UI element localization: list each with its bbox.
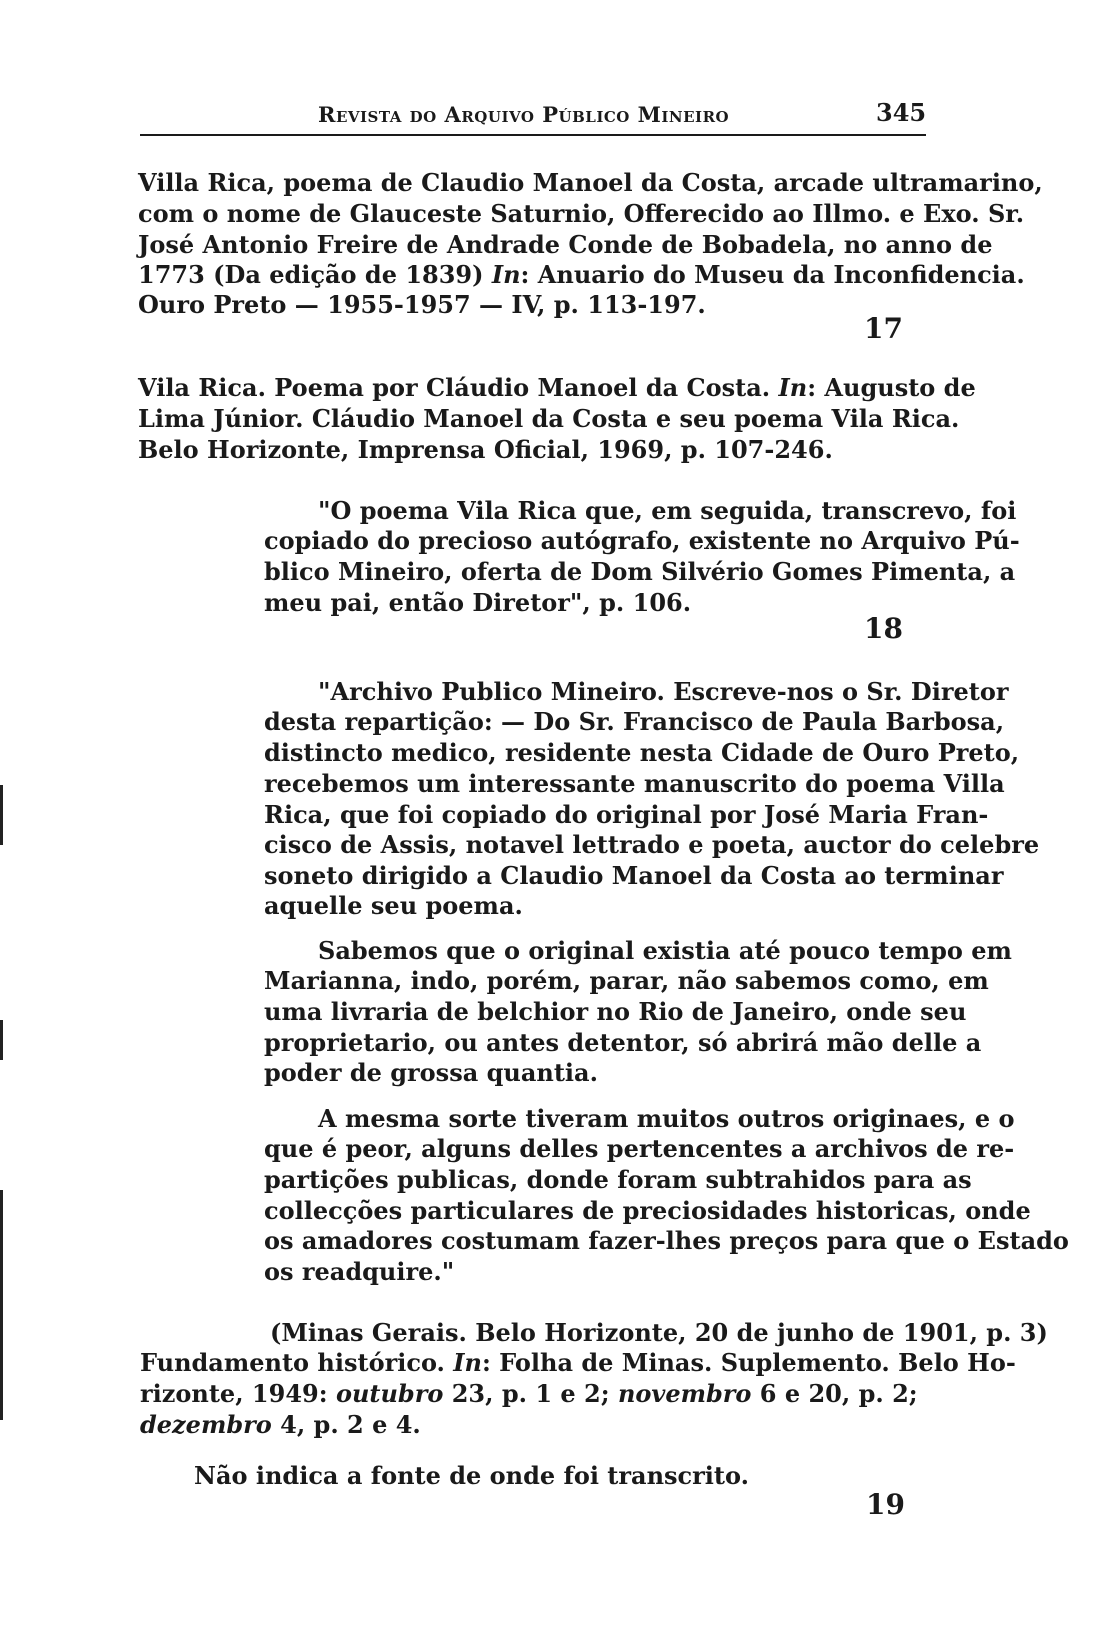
entry-19-quote-line: distincto medico, residente nesta Cidade de Ouro Preto, [264,738,1020,767]
entry-17-line: com o nome de Glauceste Saturnio, Offerecido ao Illmo. e Exo. Sr. [138,199,1025,228]
entry-19-quote-line: poder de grossa quantia. [264,1058,598,1087]
entry-18-quote-line: "O poema Vila Rica que, em seguida, transcrevo, foi [318,496,1017,525]
entry-19-line: Fundamento histórico. In: Folha de Minas. Suplemento. Belo Ho- [140,1348,1016,1377]
entry-19-quote-line: Marianna, indo, porém, parar, não sabemos como, em [264,966,989,995]
entry-19-quote-line: collecções particulares de preciosidades historicas, onde [264,1196,1031,1225]
entry-19-quote-line: Sabemos que o original existia até pouco tempo em [318,936,1012,965]
entry-18-line: Vila Rica. Poema por Cláudio Manoel da Costa. In: Augusto de [138,373,976,402]
in-label: In [453,1348,482,1377]
entry-19-line: dezembro 4, p. 2 e 4. [140,1410,421,1439]
scan-edge-mark [0,1190,3,1420]
note-number-18: 18 [864,612,903,645]
entry-19-quote-line: partições publicas, donde foram subtrahidos para as [264,1165,972,1194]
header-rule [140,134,926,136]
in-label: In [778,373,808,402]
entry-18-quote-line: blico Mineiro, oferta de Dom Silvério Gomes Pimenta, a [264,557,1016,586]
entry-19-quote-line: uma livraria de belchior no Rio de Janeiro, onde seu [264,997,967,1026]
entry-19-quote-line: proprietario, ou antes detentor, só abrirá mão delle a [264,1028,982,1057]
entry-17-line: José Antonio Freire de Andrade Conde de Bobadela, no anno de [138,230,993,259]
entry-19-quote-line: A mesma sorte tiveram muitos outros originaes, e o [318,1104,1015,1133]
entry-17-line: Ouro Preto — 1955-1957 — IV, p. 113-197. [138,290,706,319]
entry-18-quote-line: meu pai, então Diretor", p. 106. [264,588,692,617]
entry-19-source: (Minas Gerais. Belo Horizonte, 20 de junho de 1901, p. 3) [270,1318,1048,1347]
page-number: 345 [876,98,927,127]
entry-19-quote-line: os readquire." [264,1257,455,1286]
entry-17-segment: : Anuario do Museu da Inconfidencia. [520,260,1025,289]
entry-18-quote-line: copiado do precioso autógrafo, existente no Arquivo Pú- [264,526,1020,555]
entry-19-quote-line: que é peor, alguns delles pertencentes a archivos de re- [264,1134,1015,1163]
entry-19-quote-line: aquelle seu poema. [264,891,523,920]
entry-19-note: Não indica a fonte de onde foi transcrito. [194,1461,749,1490]
entry-17-line: Villa Rica, poema de Claudio Manoel da Costa, arcade ultramarino, [138,168,1043,197]
running-header-title: Revista do Arquivo Público Mineiro [318,102,730,127]
entry-18-line: Belo Horizonte, Imprensa Oficial, 1969, p. 107-246. [138,435,833,464]
scan-edge-mark [0,785,3,845]
entry-19-quote-line: desta repartição: — Do Sr. Francisco de Paula Barbosa, [264,707,1005,736]
entry-19-quote-line: cisco de Assis, notavel lettrado e poeta, auctor do celebre [264,830,1040,859]
entry-19-quote-line: soneto dirigido a Claudio Manoel da Costa ao terminar [264,861,1004,890]
entry-19-line: rizonte, 1949: outubro 23, p. 1 e 2; novembro 6 e 20, p. 2; [140,1379,918,1408]
entry-19-quote-line: "Archivo Publico Mineiro. Escreve-nos o Sr. Diretor [318,677,1009,706]
entry-18-line: Lima Júnior. Cláudio Manoel da Costa e seu poema Vila Rica. [138,404,960,433]
entry-19-quote-line: os amadores costumam fazer-lhes preços para que o Estado [264,1226,1069,1255]
in-label: In [491,260,521,289]
note-number-19: 19 [866,1488,905,1521]
entry-19-quote-line: Rica, que foi copiado do original por José Maria Fran- [264,800,989,829]
entry-19-quote-line: recebemos um interessante manuscrito do poema Villa [264,769,1005,798]
note-number-17: 17 [864,312,903,345]
scan-edge-mark [0,1020,3,1060]
entry-17-segment: 1773 (Da edição de 1839) [138,260,492,289]
entry-17-line [138,260,1025,290]
